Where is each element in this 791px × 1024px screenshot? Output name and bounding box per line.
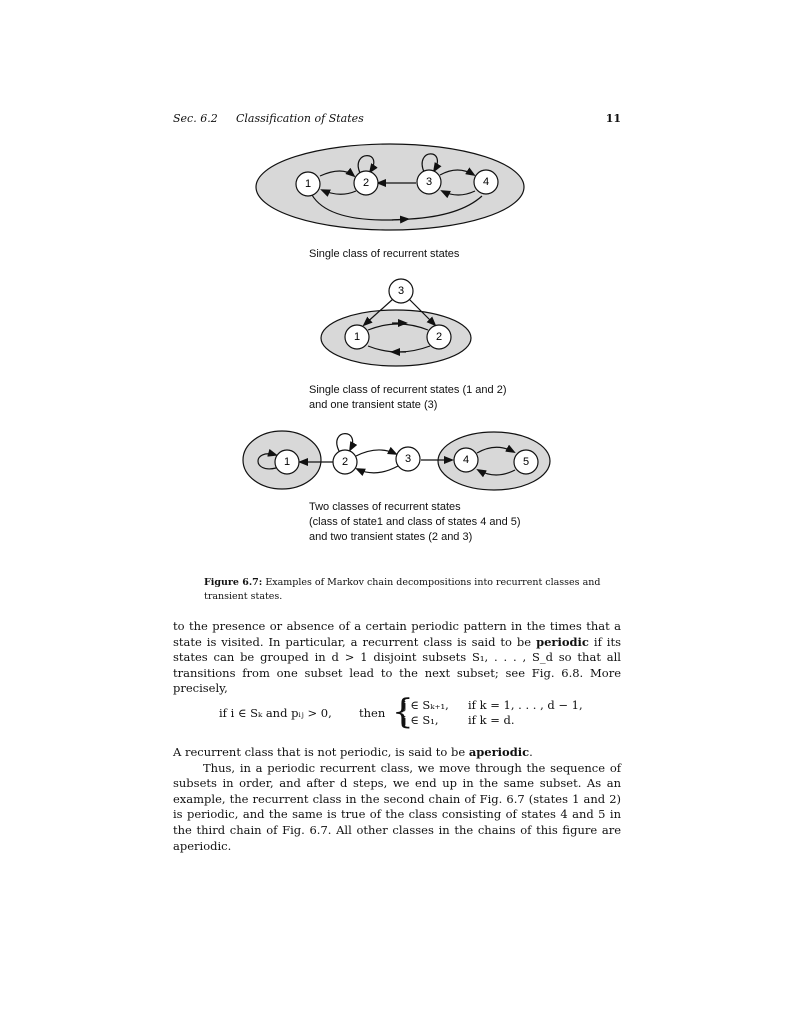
text-run: A recurrent class that is not periodic, is said to be — [173, 745, 469, 759]
section-number: Sec. 6.2 — [173, 112, 218, 125]
formula-brace: { — [392, 692, 414, 732]
diagram-3-caption — [309, 500, 521, 545]
state-label: 2 — [341, 456, 349, 468]
edge-2-self — [337, 434, 353, 451]
state-label: 1 — [353, 331, 361, 343]
diagram-3 — [243, 431, 550, 490]
formula-then: then — [359, 706, 386, 720]
aperiodic-definition — [173, 745, 621, 761]
state-label: 4 — [482, 176, 490, 188]
term-aperiodic: aperiodic — [468, 745, 530, 759]
figure-caption-text: Examples of Markov chain decompositions into recurrent classes and transient states. — [204, 577, 601, 602]
state-label: 4 — [462, 454, 470, 466]
edge-2-to-3 — [356, 450, 396, 456]
caption-line: and two transient states (2 and 3) — [309, 531, 473, 543]
state-label: 3 — [404, 453, 412, 465]
figure-caption — [204, 576, 604, 604]
formula-condition: if i ∈ Sₖ and pᵢⱼ > 0, — [219, 706, 332, 720]
state-label: 2 — [362, 177, 370, 189]
section-title: Classification of States — [236, 112, 364, 125]
periodicity-formula — [219, 692, 619, 732]
caption-line: Single class of recurrent states — [309, 248, 460, 260]
term-periodic: periodic — [536, 634, 589, 649]
paragraph-periodic — [173, 619, 621, 697]
text-run: to the presence or absence of a certain periodic pattern in the times that a state is visited. In particular, a recurrent class is said to be — [173, 619, 621, 649]
text-run: . — [529, 745, 533, 759]
page-number: 11 — [605, 112, 621, 125]
paragraph-example: Thus, in a periodic recurrent class, we move through the sequence of subsets in order, and after d steps, we end up in the same subset. As an example, the recurrent class in the second chain of Fig. 6.7 (states 1 and 2) is periodic, and the same is true of the class consisting of states 4 and 5 in the third chain of Fig. 6.7. All other classes in the chains of this figure are aperiodic. — [173, 760, 621, 853]
state-label: 1 — [283, 456, 291, 468]
formula-case-2: j ∈ S₁, — [403, 713, 439, 727]
diagram-1-caption — [309, 247, 459, 262]
caption-line: Two classes of recurrent states — [309, 501, 461, 513]
formula-case-1: j ∈ Sₖ₊₁, — [403, 698, 449, 712]
state-label: 1 — [304, 178, 312, 190]
formula-case-2-condition: if k = d. — [468, 713, 515, 727]
edge-3-to-2 — [357, 466, 398, 473]
paragraph-aperiodic — [173, 745, 621, 854]
caption-line: and one transient state (3) — [309, 399, 438, 411]
caption-line: Single class of recurrent states (1 and 2) — [309, 384, 507, 396]
state-label: 3 — [397, 285, 405, 297]
formula-case-1-condition: if k = 1, . . . , d − 1, — [468, 698, 583, 712]
text-run: if its states can be grouped in d > 1 disjoint subsets S₁, . . . , S_d so that all transitions from one subset lead to the next subset; see Fig. 6.8. More precisely, — [173, 634, 621, 696]
state-label: 5 — [522, 456, 530, 468]
state-label: 3 — [425, 176, 433, 188]
caption-line: (class of state1 and class of states 4 and 5) — [309, 516, 521, 528]
diagram-2-caption — [309, 383, 506, 413]
state-label: 2 — [435, 331, 443, 343]
figure-label: Figure 6.7: — [204, 577, 263, 588]
diagram-1 — [256, 144, 524, 230]
diagram-2 — [321, 279, 471, 366]
